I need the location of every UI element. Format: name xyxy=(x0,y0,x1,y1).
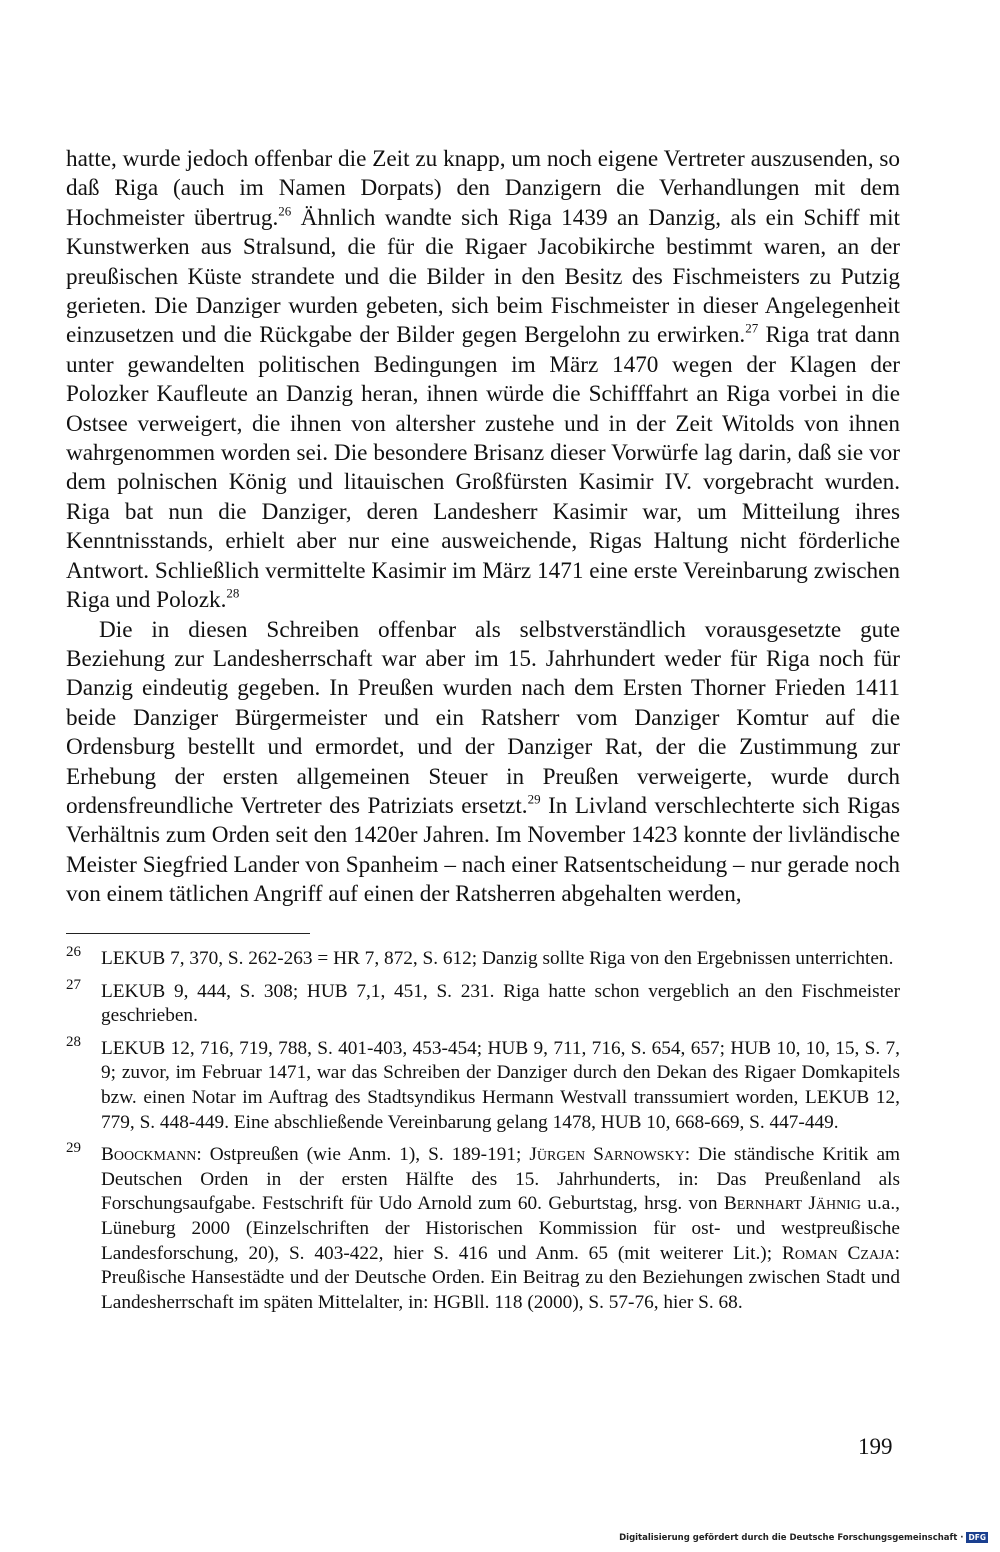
footnote-text: LEKUB 7, 370, S. 262-263 = HR 7, 872, S. 612; Danzig sollte Riga von den Ergebnissen unterrichten. xyxy=(101,948,894,969)
footnote-number: 28 xyxy=(66,1033,81,1050)
body-text xyxy=(66,145,900,910)
dfg-logo-icon: DFG xyxy=(968,1533,986,1542)
main-text xyxy=(66,145,900,910)
footnote-number: 27 xyxy=(66,976,81,993)
footnote-ref-26[interactable]: 26 xyxy=(278,203,292,219)
footnote-text: Boockmann: Ostpreußen (wie Anm. 1), S. 189-191; Jürgen Sarnowsky: Die ständische Kritik am Deutschen Orden in der ersten Hälfte des 15. Jahrhunderts, in: Das Preußenland als Forschungsaufgabe. Festschrift für Udo Arnold zum 60. Geburtstag, hrsg. von Bernhart Jähnig u.a., Lüneburg 2000 (Einzelschriften der Historischen Kommission für ost- und westpreußische Landesforschung, 20), S. 403-422, hier S. 416 und Anm. 65 (mit weiterer Lit.); Roman Czaja: Preußische Hansestädte und der Deutsche Orden. Ein Beitrag zu den Beziehungen zwischen Stadt und Landesherrschaft im späten Mittelalter, in: HGBll. 118 (2000), S. 57-76, hier S. 68. xyxy=(101,1144,901,1313)
footnote-ref-29[interactable]: 29 xyxy=(527,791,541,807)
author-name: Roman Czaja xyxy=(782,1242,895,1264)
footnotes xyxy=(66,944,901,1323)
funding-notice xyxy=(619,1532,988,1543)
page-number: 199 xyxy=(858,1434,893,1459)
footnote-separator xyxy=(66,933,310,934)
funding-text: Digitalisierung gefördert durch die Deutsche Forschungsgemeinschaft · xyxy=(619,1532,964,1543)
footnote-number: 26 xyxy=(66,944,81,960)
footnote-28 xyxy=(66,1033,900,1135)
author-name: Bernhart Jähnig xyxy=(723,1193,861,1215)
footnote-number: 29 xyxy=(66,1140,81,1157)
author-name: Jürgen Sarnowsky xyxy=(529,1144,685,1166)
footnote-ref-28[interactable]: 28 xyxy=(226,585,240,601)
footnote-text: LEKUB 12, 716, 719, 788, S. 401-403, 453-454; HUB 9, 711, 716, S. 654, 657; HUB 10, 10, 15, S. 7, 9; zuvor, im Februar 1471, war das Schreiben der Danziger durch den Dekan des Rigaer Domkapitels bzw. einen Notar im Auftrag des Stadtsyndikus Hermann Westvall transsumiert worden, LEKUB 12, 779, S. 448-449. Eine abschließende Vereinbarung gelang 1478, HUB 10, 668-669, S. 447-449. xyxy=(101,1037,900,1133)
footnote-26 xyxy=(66,944,900,972)
paragraph-2: Die in diesen Schreiben offenbar als selbstverständlich vorausgesetzte gute Beziehung zur Landesherrschaft war aber im 15. Jahrhundert weder für Riga noch für Danzig eindeutig gegeben. In Preußen wurden nach dem Ersten Thorner Frieden 1411 beide Danziger Bürgermeister und ein Ratsherr vom Danziger Komtur auf die Ordensburg bestellt und ermordet, und der Danziger Rat, der die Zustimmung zur Erhebung der ersten allgemeinen Steuer in Preußen verweigerte, wurde durch ordensfreundliche Vertreter des Patriziats ersetzt.$^{29}$ In Livland verschlechterte sich Rigas Verhältnis zum Orden seit den 1420er Jahren. Im November 1423 konnte der livländische Meister Siegfried Lander von Spanheim – nach einer Ratsentscheidung – nur gerade noch von einem tätlichen Angriff auf einen der Ratsherren abgehalten werden, xyxy=(66,616,900,908)
footnote-ref-27[interactable]: 27 xyxy=(745,320,759,336)
author-name: Boockmann xyxy=(101,1144,197,1166)
footnote-text: LEKUB 9, 444, S. 308; HUB 7,1, 451, S. 231. Riga hatte schon vergeblich an den Fischmeister geschrieben. xyxy=(101,980,900,1027)
footnote-29 xyxy=(66,1140,901,1315)
paragraph-1: hatte, wurde jedoch offenbar die Zeit zu knapp, um noch eigene Vertreter auszusenden, so daß Riga (auch im Namen Dorpats) den Danzigern die Verhandlungen mit dem Hochmeister übertrug.$^{26}$ Ähnlich wandte sich Riga 1439 an Danzig, als ein Schiff mit Kunstwerken aus Stralsund, die für die Rigaer Jacobikirche bestimmt waren, an der preußischen Küste strandete und die Bilder in den Besitz des Fischmeisters zu Putzig gerieten. Die Danziger wurden gebeten, sich beim Fischmeister in dieser Angelegenheit einzusetzen und die Rückgabe der Bilder gegen Bergelohn zu erwirken.$^{27}$ Riga trat dann unter gewandelten politischen Bedingungen im März 1470 wegen der Klagen der Polozker Kaufleute an Danzig heran, ihnen würde die Schifffahrt an Riga vorbei in die Ostsee verweigert, die ihnen von altersher zustehe und in der Zeit Witolds von ihnen wahrgenommen worden sei. Die besondere Brisanz dieser Vorwürfe lag darin, daß sie vor dem polnischen König und litauischen Großfürsten Kasimir IV. vorgebracht wurden. Riga bat nun die Danziger, deren Landesherr Kasimir war, um Mitteilung ihres Kenntnisstands, erhielt aber nur eine ausweichende, Rigas Haltung nicht förderliche Antwort. Schließlich vermittelte Kasimir im März 1471 eine erste Vereinbarung zwischen Riga und Polozk.$^{28}$ xyxy=(66,146,901,614)
footnote-27 xyxy=(66,976,900,1029)
